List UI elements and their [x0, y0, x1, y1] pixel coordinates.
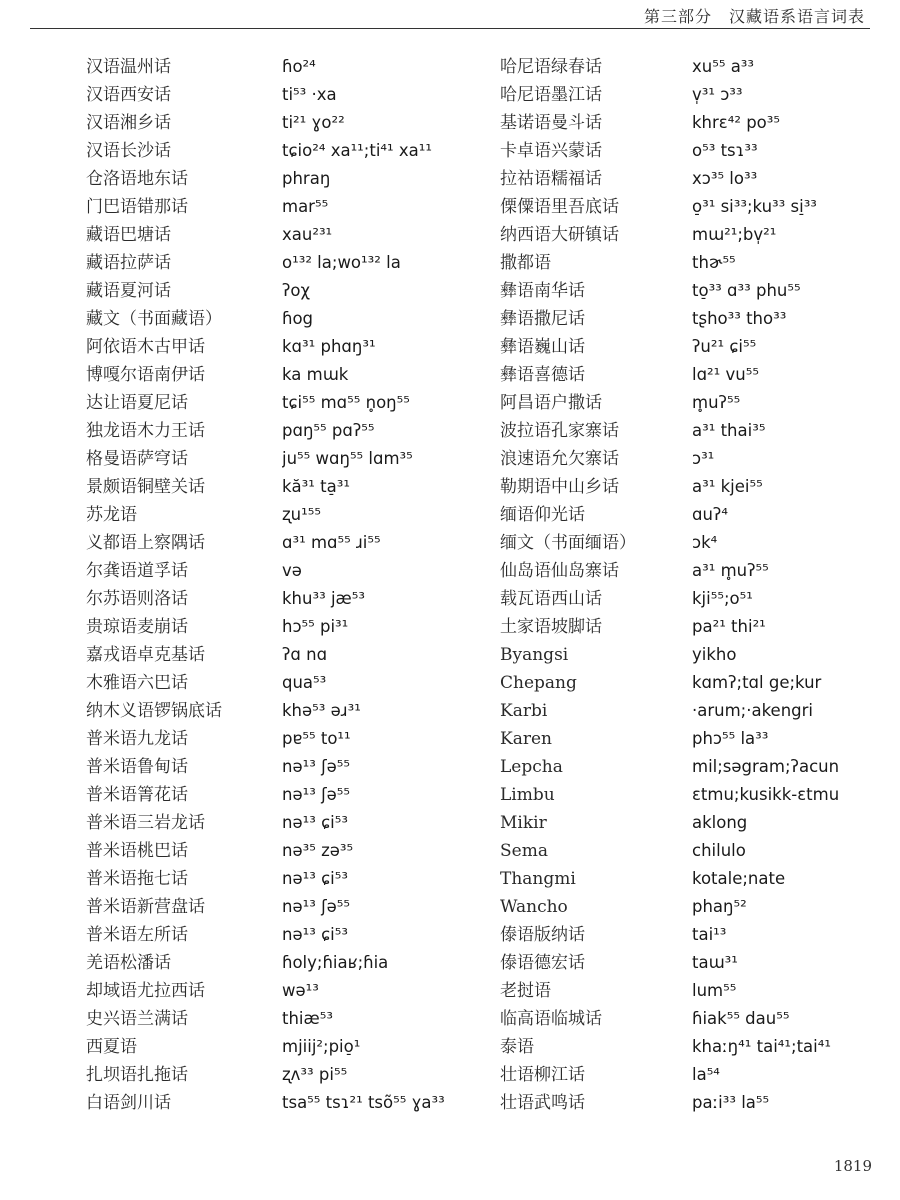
dialect-name: 普米语拖七话 — [86, 869, 188, 889]
word-form: nə³⁵ zə³⁵ — [282, 841, 354, 860]
dialect-name: 普米语九龙话 — [86, 729, 188, 749]
word-form: ·arum;·akengri — [692, 701, 814, 720]
left-form-column — [282, 53, 492, 1117]
word-form: khrɛ⁴² po³⁵ — [692, 113, 780, 132]
dialect-name: Sema — [500, 841, 548, 861]
dialect-name: 达让语夏尼话 — [86, 393, 188, 413]
word-form: m̥uʔ⁵⁵ — [692, 393, 741, 412]
word-form: tsa⁵⁵ tsɿ²¹ tsõ⁵⁵ ɣa³³ — [282, 1093, 445, 1112]
dialect-name: 格曼语萨穹话 — [86, 449, 188, 469]
dialect-name: 壮语武鸣话 — [500, 1093, 585, 1113]
word-form: ti⁵³ ·xa — [282, 85, 337, 104]
section-title: 第三部分 汉藏语系语言词表 — [643, 7, 865, 26]
word-form: khə⁵³ əɹ³¹ — [282, 701, 361, 720]
dialect-name: Mikir — [500, 813, 547, 833]
dialect-name: Lepcha — [500, 757, 563, 777]
word-form: a³¹ kjei⁵⁵ — [692, 477, 763, 496]
word-form: pɐ⁵⁵ to¹¹ — [282, 729, 351, 748]
word-form: nə¹³ ʃə⁵⁵ — [282, 757, 351, 776]
word-form: chilulo — [692, 841, 746, 860]
dialect-name: Karbi — [500, 701, 548, 721]
word-form: ɛtmu;kusikk-ɛtmu — [692, 785, 840, 804]
dialect-name: 彝语巍山话 — [500, 337, 585, 357]
dialect-name: 彝语喜德话 — [500, 365, 585, 385]
dialect-name: 普米语桃巴话 — [86, 841, 188, 861]
dialect-name: 波拉语孔家寨话 — [500, 421, 619, 441]
dialect-name: 尔苏语则洛话 — [86, 589, 188, 609]
dialect-name: 普米语箐花话 — [86, 785, 188, 805]
word-form: ʔoχ — [282, 281, 311, 300]
word-form: ɑuʔ⁴ — [692, 505, 728, 524]
word-form: tai¹³ — [692, 925, 727, 944]
dialect-name: 阿昌语户撒话 — [500, 393, 602, 413]
word-form: tɕi⁵⁵ mɑ⁵⁵ n̥oŋ⁵⁵ — [282, 393, 410, 412]
dialect-name: 汉语西安话 — [86, 85, 171, 105]
dialect-name: Karen — [500, 729, 552, 749]
word-form: və — [282, 561, 302, 580]
word-form: ka mɯk — [282, 365, 349, 384]
dialect-name: 缅文（书面缅语） — [500, 533, 636, 553]
word-form: nə¹³ ʃə⁵⁵ — [282, 897, 351, 916]
word-form: ʔu²¹ ɕi⁵⁵ — [692, 337, 757, 356]
word-form: pa²¹ thi²¹ — [692, 617, 766, 636]
dialect-name: 史兴语兰满话 — [86, 1009, 188, 1029]
dialect-name: 木雅语六巴话 — [86, 673, 188, 693]
word-form: ɦoly;ɦiaʁ;ɦia — [282, 953, 389, 972]
dialect-name: 嘉戎语卓克基话 — [86, 645, 205, 665]
dialect-name: 藏语拉萨话 — [86, 253, 171, 273]
dialect-name: 浪速语允欠寨话 — [500, 449, 619, 469]
dialect-name: 彝语南华话 — [500, 281, 585, 301]
word-form: ɦo²⁴ — [282, 57, 316, 76]
page-header — [0, 0, 900, 30]
word-form: ɑ³¹ mɑ⁵⁵ ɹi⁵⁵ — [282, 533, 381, 552]
word-form: xu⁵⁵ a³³ — [692, 57, 755, 76]
dialect-name: 仙岛语仙岛寨话 — [500, 561, 619, 581]
word-form: ʐu¹⁵⁵ — [282, 505, 321, 524]
word-form: mjiij²;pio̠¹ — [282, 1037, 361, 1056]
word-form: thiæ⁵³ — [282, 1009, 333, 1028]
word-form: qua⁵³ — [282, 673, 327, 692]
dialect-name: 尔龚语道孚话 — [86, 561, 188, 581]
dialect-name: Wancho — [500, 897, 568, 917]
dialect-name: 傣语版纳话 — [500, 925, 585, 945]
dialect-name: 扎坝语扎拖话 — [86, 1065, 188, 1085]
dialect-name: 汉语湘乡话 — [86, 113, 171, 133]
right-form-column — [692, 53, 872, 1117]
word-form: to̠³³ ɑ³³ phu⁵⁵ — [692, 281, 801, 300]
word-form: v̩³¹ ɔ³³ — [692, 85, 743, 104]
word-form: nə¹³ ɕi⁵³ — [282, 813, 348, 832]
dialect-name: 苏龙语 — [86, 505, 137, 525]
word-form: xɔ³⁵ lo³³ — [692, 169, 758, 188]
header-rule — [30, 28, 870, 29]
word-form: kɑ³¹ phɑŋ³¹ — [282, 337, 376, 356]
dialect-name: 卡卓语兴蒙话 — [500, 141, 602, 161]
dialect-name: 藏语巴塘话 — [86, 225, 171, 245]
dialect-name: 门巴语错那话 — [86, 197, 188, 217]
dialect-name: 羌语松潘话 — [86, 953, 171, 973]
dialect-name: 贵琼语麦崩话 — [86, 617, 188, 637]
word-form: tɕio²⁴ xa¹¹;ti⁴¹ xa¹¹ — [282, 141, 432, 160]
word-form: taɯ³¹ — [692, 953, 738, 972]
dialect-name: 傈僳语里吾底话 — [500, 197, 619, 217]
word-form: aklong — [692, 813, 748, 832]
dialect-name: 纳木义语锣锅底话 — [86, 701, 222, 721]
dialect-name: 老挝语 — [500, 981, 551, 1001]
word-form: phɔ⁵⁵ la³³ — [692, 729, 769, 748]
dialect-name: 勒期语中山乡话 — [500, 477, 619, 497]
dialect-name: 普米语左所话 — [86, 925, 188, 945]
dialect-name: 博嘎尔语南伊话 — [86, 365, 205, 385]
word-form: yikho — [692, 645, 737, 664]
word-form: pɑŋ⁵⁵ pɑʔ⁵⁵ — [282, 421, 375, 440]
dialect-name: 哈尼语墨江话 — [500, 85, 602, 105]
page-number: 1819 — [833, 1157, 872, 1175]
word-form: xau²³¹ — [282, 225, 333, 244]
word-form: ti²¹ ɣo²² — [282, 113, 345, 132]
dialect-name: 汉语温州话 — [86, 57, 171, 77]
dialect-name: 普米语新营盘话 — [86, 897, 205, 917]
dialect-name: 仓洛语地东话 — [86, 169, 188, 189]
dialect-name: 藏语夏河话 — [86, 281, 171, 301]
dialect-name: 拉祜语糯福话 — [500, 169, 602, 189]
word-form: kɑmʔ;tɑl ge;kur — [692, 673, 822, 692]
dialect-name: Thangmi — [500, 869, 576, 889]
word-form: hɔ⁵⁵ pi³¹ — [282, 617, 349, 636]
dialect-name: 却域语尤拉西话 — [86, 981, 205, 1001]
word-form: ɦog — [282, 309, 314, 328]
right-dialect-column — [500, 53, 680, 1117]
word-form: ɔ³¹ — [692, 449, 715, 468]
word-form: o⁵³ tsɿ³³ — [692, 141, 758, 160]
dialect-name: 壮语柳江话 — [500, 1065, 585, 1085]
word-form: thɚ⁵⁵ — [692, 253, 736, 272]
word-form: a³¹ thai³⁵ — [692, 421, 766, 440]
dialect-name: 泰语 — [500, 1037, 534, 1057]
word-form: a³¹ m̥uʔ⁵⁵ — [692, 561, 769, 580]
dialect-name: 义都语上察隅话 — [86, 533, 205, 553]
dialect-name: 普米语鲁甸话 — [86, 757, 188, 777]
word-form: la⁵⁴ — [692, 1065, 720, 1084]
word-form: wə¹³ — [282, 981, 319, 1000]
word-form: ʔɑ nɑ — [282, 645, 328, 664]
dialect-name: 基诺语曼斗话 — [500, 113, 602, 133]
dialect-name: 独龙语木力王话 — [86, 421, 205, 441]
word-form: nə¹³ ɕi⁵³ — [282, 869, 348, 888]
dialect-name: 藏文（书面藏语） — [86, 309, 222, 329]
dialect-name: Limbu — [500, 785, 555, 805]
dialect-name: 汉语长沙话 — [86, 141, 171, 161]
word-form: paːi³³ la⁵⁵ — [692, 1093, 770, 1112]
dialect-name: 傣语德宏话 — [500, 953, 585, 973]
dialect-name: 白语剑川话 — [86, 1093, 171, 1113]
word-form: khaːŋ⁴¹ tai⁴¹;tai⁴¹ — [692, 1037, 831, 1056]
word-form: kotale;nate — [692, 869, 786, 888]
word-form: ju⁵⁵ wɑŋ⁵⁵ lɑm³⁵ — [282, 449, 413, 468]
word-form: lɑ²¹ vu⁵⁵ — [692, 365, 759, 384]
dialect-name: 缅语仰光话 — [500, 505, 585, 525]
word-form: lum⁵⁵ — [692, 981, 737, 1000]
dialect-name: 土家语坡脚话 — [500, 617, 602, 637]
word-form: nə¹³ ʃə⁵⁵ — [282, 785, 351, 804]
dialect-name: 彝语撒尼话 — [500, 309, 585, 329]
left-dialect-column — [86, 53, 276, 1117]
word-form: mar⁵⁵ — [282, 197, 329, 216]
word-form: phraŋ — [282, 169, 331, 188]
word-form: phaŋ⁵² — [692, 897, 747, 916]
dialect-name: 纳西语大研镇话 — [500, 225, 619, 245]
dialect-name: 普米语三岩龙话 — [86, 813, 205, 833]
word-form: ɦiak⁵⁵ dau⁵⁵ — [692, 1009, 790, 1028]
dialect-name: 撒都语 — [500, 253, 551, 273]
dialect-name: Chepang — [500, 673, 577, 693]
dialect-name: 景颇语铜壁关话 — [86, 477, 205, 497]
word-form: o¹³² la;wo¹³² la — [282, 253, 401, 272]
word-form: kă³¹ ta̠³¹ — [282, 477, 350, 496]
word-form: mɯ²¹;bv̩²¹ — [692, 225, 777, 244]
word-form: ɔk⁴ — [692, 533, 718, 552]
dialect-name: 西夏语 — [86, 1037, 137, 1057]
dialect-name: Byangsi — [500, 645, 569, 665]
word-form: kji⁵⁵;o⁵¹ — [692, 589, 753, 608]
dialect-name: 载瓦语西山话 — [500, 589, 602, 609]
dialect-name: 哈尼语绿春话 — [500, 57, 602, 77]
word-form: nə¹³ ɕi⁵³ — [282, 925, 348, 944]
word-form: tʂho³³ tho³³ — [692, 309, 787, 328]
dialect-name: 阿依语木古甲话 — [86, 337, 205, 357]
word-form: o̠³¹ si³³;ku³³ si̠³³ — [692, 197, 817, 216]
dialect-name: 临高语临城话 — [500, 1009, 602, 1029]
word-form: khu³³ jæ⁵³ — [282, 589, 365, 608]
word-form: ʐʌ³³ pi⁵⁵ — [282, 1065, 348, 1084]
word-form: mil;səgram;ʔacun — [692, 757, 840, 776]
